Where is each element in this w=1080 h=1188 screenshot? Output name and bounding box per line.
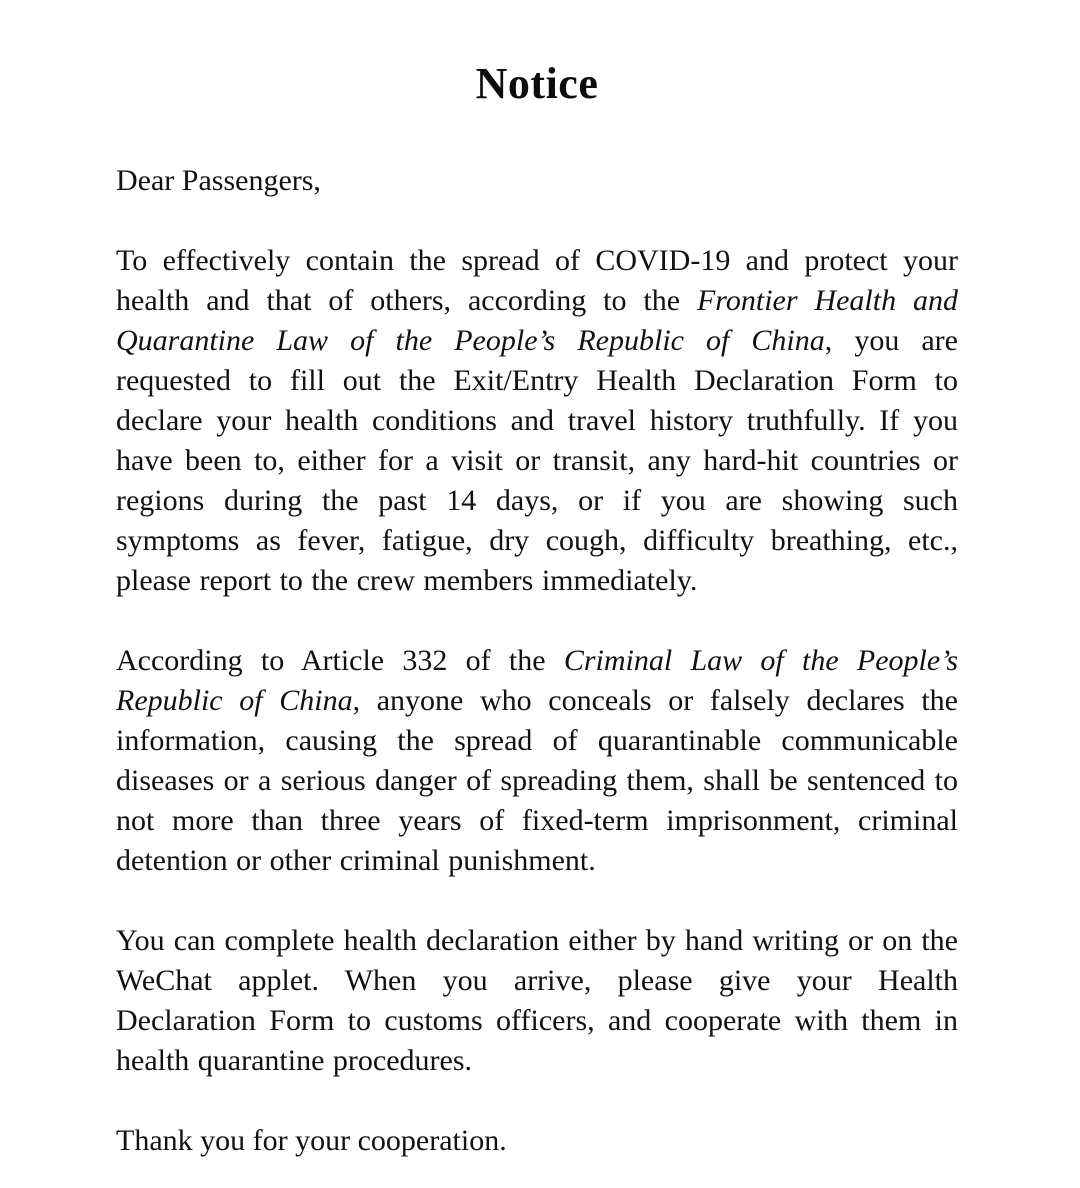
closing: Thank you for your cooperation. — [116, 1124, 507, 1157]
text-run: According to Article 332 of the — [116, 644, 564, 677]
paragraph-criminal-law — [116, 641, 958, 881]
salutation: Dear Passengers, — [116, 164, 321, 197]
text-run: You can complete health declaration either by hand writing or on the WeChat applet. When you arrive, please give your Health Declaration Form to customs officers, and cooperate with them in health quarantine procedures. — [116, 924, 958, 1077]
law-title-italic: Frontier Health and Quarantine Law of the People’s Republic of China — [116, 284, 958, 357]
law-title-italic: Criminal Law of the People’s Republic of China — [116, 644, 959, 717]
text-run: , anyone who conceals or falsely declares the information, causing the spread of quarantinable communicable diseases or a serious danger of spreading them, shall be sentenced to not more than three years of fixed-term imprisonment, criminal detention or other criminal punishment. — [116, 684, 959, 877]
text-run: , you are requested to fill out the Exit/Entry Health Declaration Form to declare your health conditions and travel history truthfully. If you have been to, either for a visit or transit, any hard-hit countries or regions during the past 14 days, or if you are showing such symptoms as fever, fatigue, dry cough, difficulty breathing, etc., please report to the crew members immediately. — [116, 324, 958, 597]
paragraph-completion-methods — [116, 921, 958, 1081]
paragraph-health-declaration — [116, 241, 958, 601]
text-run: To effectively contain the spread of COVID-19 and protect your health and that of others, according to the — [116, 244, 958, 317]
document-title: Notice — [475, 59, 599, 108]
